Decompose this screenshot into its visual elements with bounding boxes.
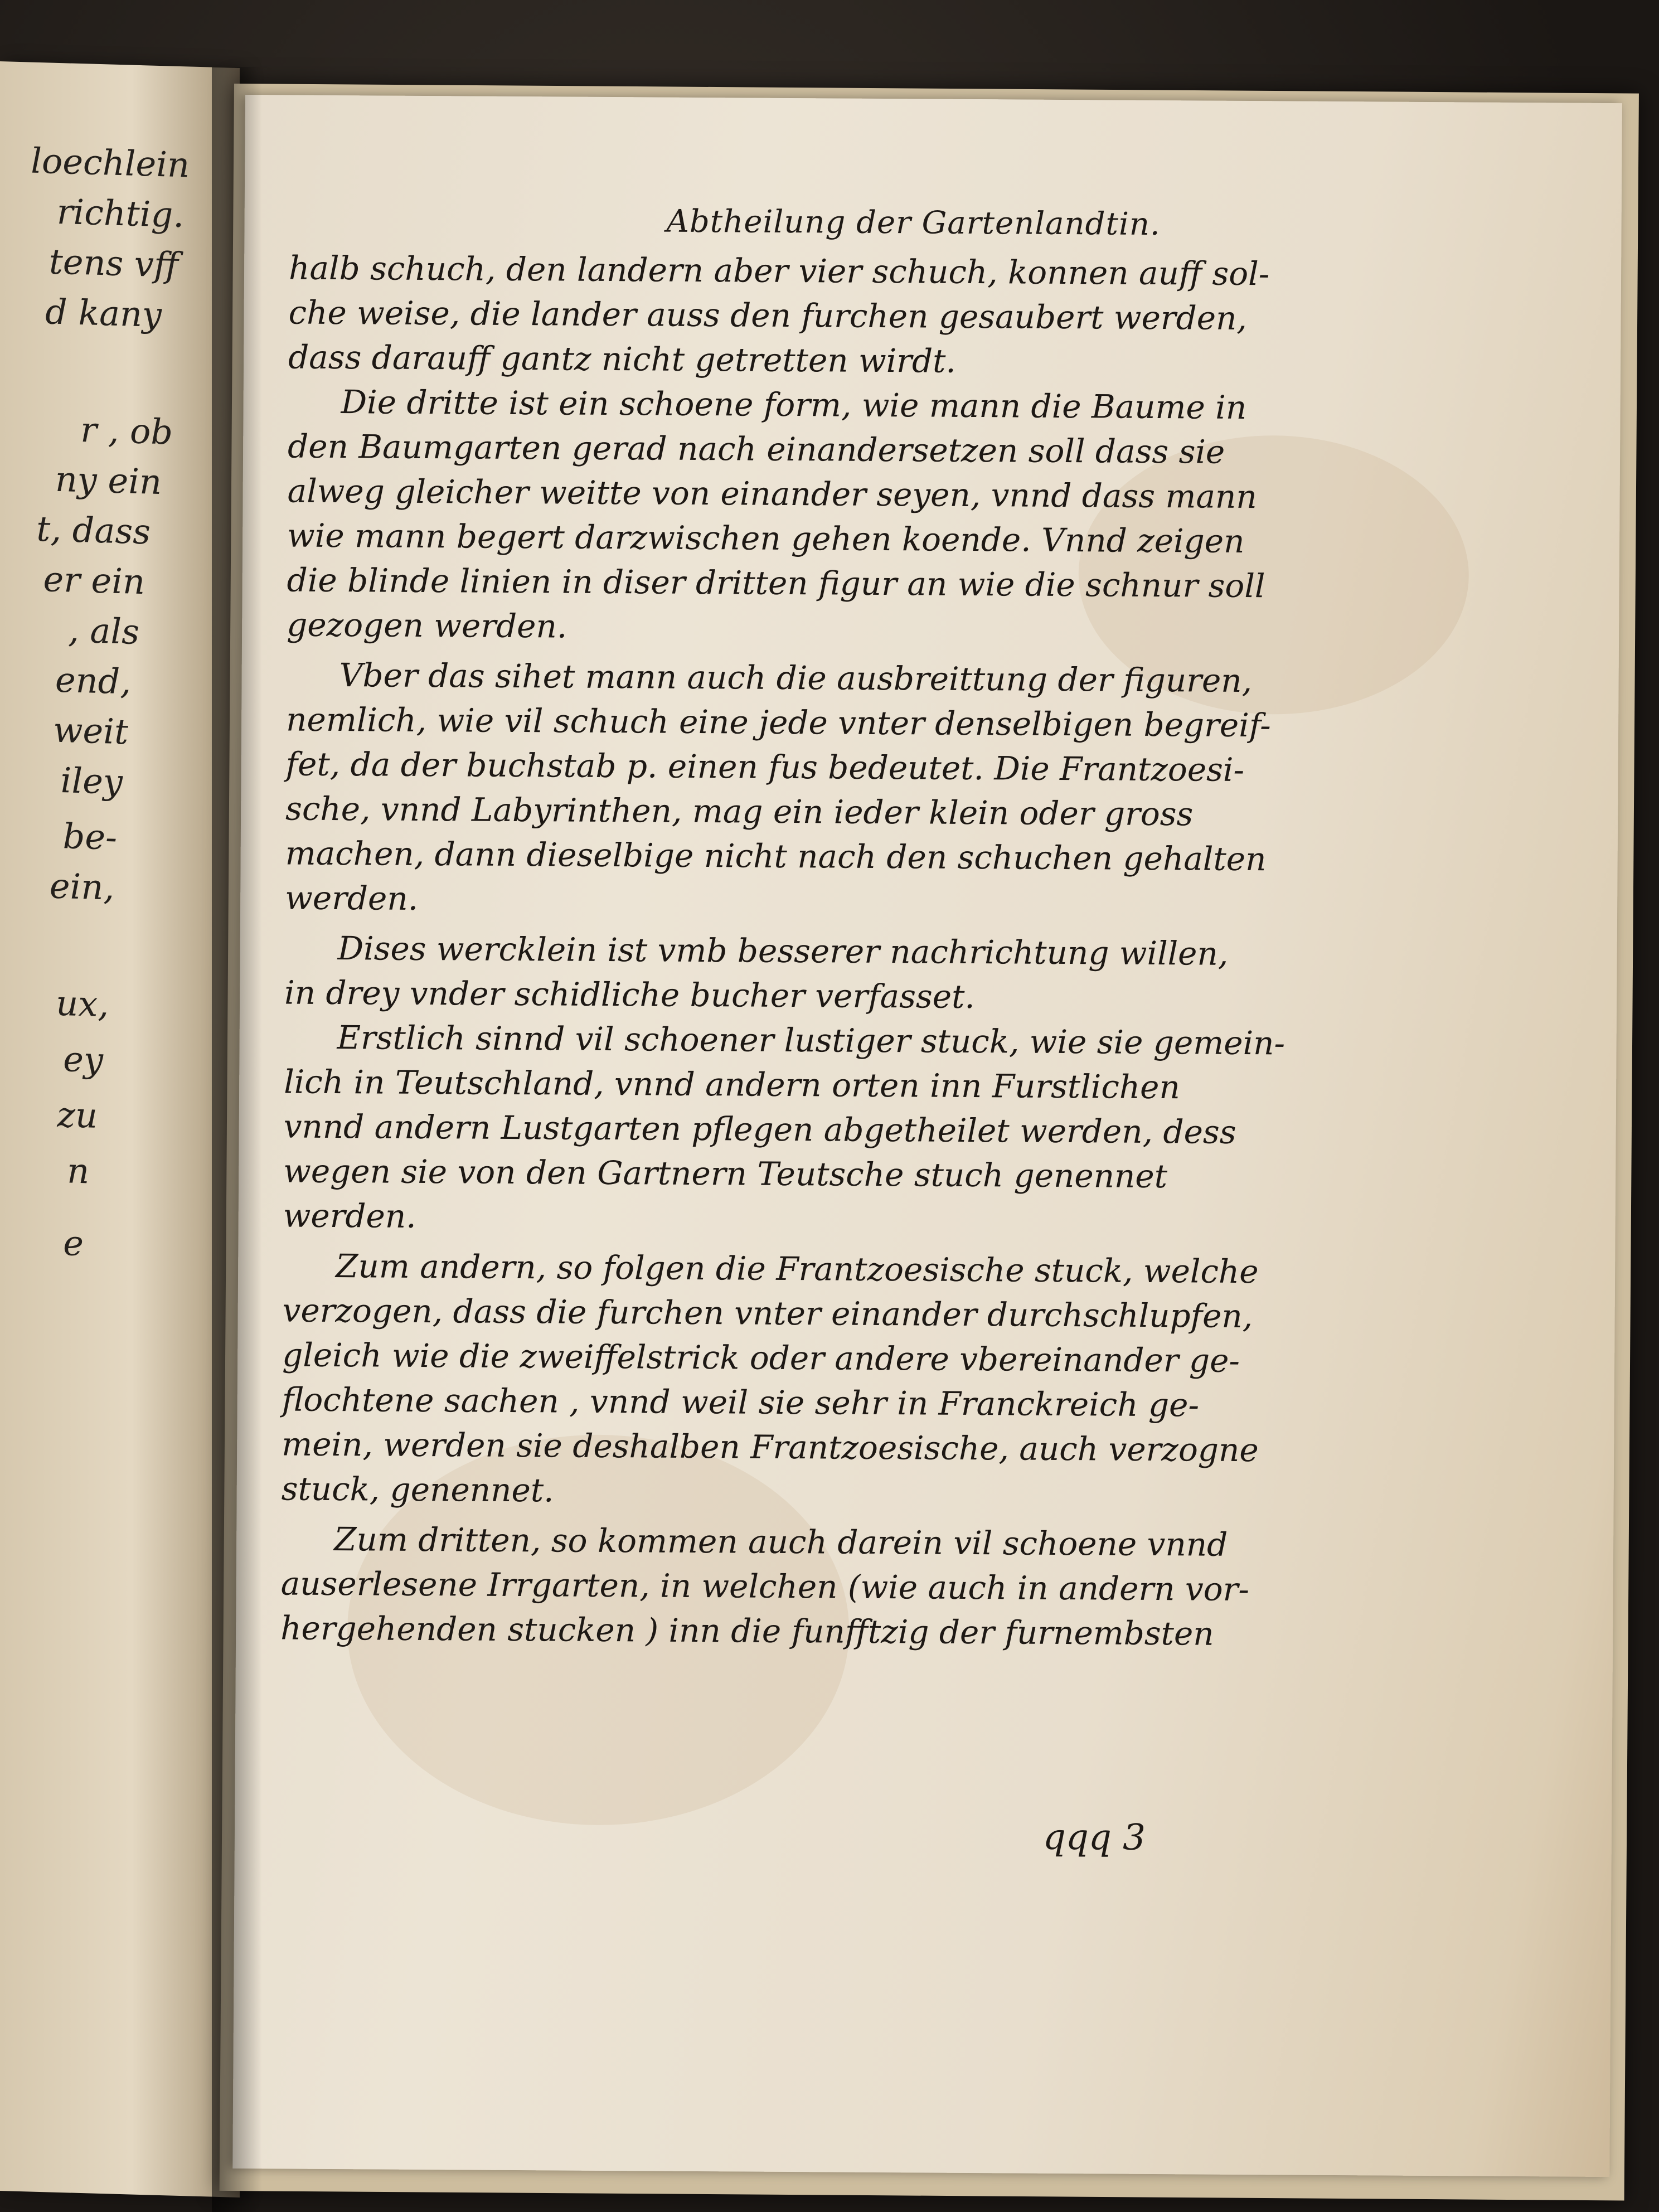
left-page-text (0, 95, 223, 1264)
left-fragment: n (67, 1150, 89, 1192)
text-line: che weise, die lander auss den furchen gesaubert werden, (288, 293, 1248, 337)
left-fragment: richtig. (56, 191, 184, 236)
text-line: hergehenden stucken ) inn die funfftzig der furnembsten (280, 1609, 1214, 1653)
text-line: wie mann begert darzwischen gehen koende. Vnnd zeigen (287, 516, 1245, 560)
running-header: Abtheilung der Gartenlandtin. (666, 203, 1161, 243)
text-line: Dises wercklein ist vmb besserer nachrichtung willen, (337, 929, 1229, 973)
text-line: dass darauff gantz nicht getretten wirdt. (288, 338, 957, 380)
text-line: den Baumgarten gerad nach einandersetzen soll dass sie (287, 427, 1225, 471)
text-line: nemlich, wie vil schuch eine jede vnter denselbigen begreif- (285, 700, 1271, 745)
left-fragment: be- (62, 816, 117, 858)
text-line: vnnd andern Lustgarten pflegen abgetheilet werden, dess (283, 1107, 1236, 1151)
left-fragment: er ein (43, 559, 145, 603)
text-line: Zum andern, so folgen die Frantzoesische stuck, welche (335, 1247, 1259, 1291)
text-line: flochtene sachen , vnnd weil sie sehr in Franckreich ge- (282, 1380, 1200, 1424)
spine-shadow (212, 67, 262, 2212)
left-fragment: r , ob (80, 409, 173, 453)
left-fragment: ey (63, 1039, 103, 1081)
left-facing-page (0, 61, 240, 2198)
left-fragment: ny ein (55, 458, 162, 503)
left-fragment: loechlein (31, 140, 190, 186)
left-fragment: e (63, 1223, 84, 1264)
text-line: stuck, genennet. (281, 1469, 554, 1510)
left-fragment: end, (55, 659, 131, 702)
book-page (232, 95, 1622, 2177)
text-line: verzogen, dass die furchen vnter einander durchschlupfen, (282, 1291, 1253, 1336)
text-line: lich in Teutschland, vnnd andern orten inn Furstlichen (283, 1063, 1181, 1107)
left-fragment: , als (67, 609, 139, 652)
left-fragment: d kany (45, 291, 162, 336)
body-text (280, 245, 1286, 1656)
text-line: gleich wie die zweiffelstrick oder andere vbereinander ge- (282, 1336, 1240, 1380)
text-line: fet, da der buchstab p. einen fus bedeutet. Die Frantzoesi- (285, 745, 1245, 789)
signature-mark: qqq 3 (1042, 1816, 1146, 1859)
text-line: Zum dritten, so kommen auch darein vil schoene vnnd (333, 1520, 1228, 1564)
left-fragment: iley (60, 760, 123, 803)
left-fragment: zu (57, 1094, 98, 1136)
text-line: Die dritte ist ein schoene form, wie mann die Baume in (341, 383, 1247, 426)
text-line: gezogen werden. (286, 605, 567, 646)
text-line: die blinde linien in diser dritten figur an wie die schnur soll (287, 561, 1265, 605)
left-fragment: ux, (56, 982, 109, 1025)
text-line: in drey vnder schidliche bucher verfasset. (284, 973, 976, 1016)
text-line: mein, werden sie deshalben Frantzoesische, auch verzogne (282, 1425, 1259, 1469)
text-line: halb schuch, den landern aber vier schuch, konnen auff sol- (288, 249, 1270, 293)
text-line: machen, dann dieselbige nicht nach den schuchen gehalten (285, 834, 1267, 879)
text-line: sche, vnnd Labyrinthen, mag ein ieder klein oder gross (285, 789, 1194, 833)
text-line: auserlesene Irrgarten, in welchen (wie auch in andern vor- (280, 1564, 1250, 1609)
left-fragment: weit (53, 709, 128, 753)
text-line: werden. (284, 879, 419, 918)
text-line: wegen sie von den Gartnern Teutsche stuch genennet (283, 1152, 1168, 1196)
left-fragment: tens vff (48, 241, 178, 285)
left-fragment: ein, (49, 865, 114, 908)
text-line: alweg gleicher weitte von einander seyen, vnnd dass mann (287, 472, 1257, 516)
text-line: werden. (283, 1196, 416, 1235)
text-line: Erstlich sinnd vil schoener lustiger stuck, wie sie gemein- (337, 1018, 1286, 1063)
left-fragment: t, dass (36, 508, 151, 552)
text-line: Vber das sihet mann auch die ausbreittung der figuren, (339, 656, 1253, 700)
